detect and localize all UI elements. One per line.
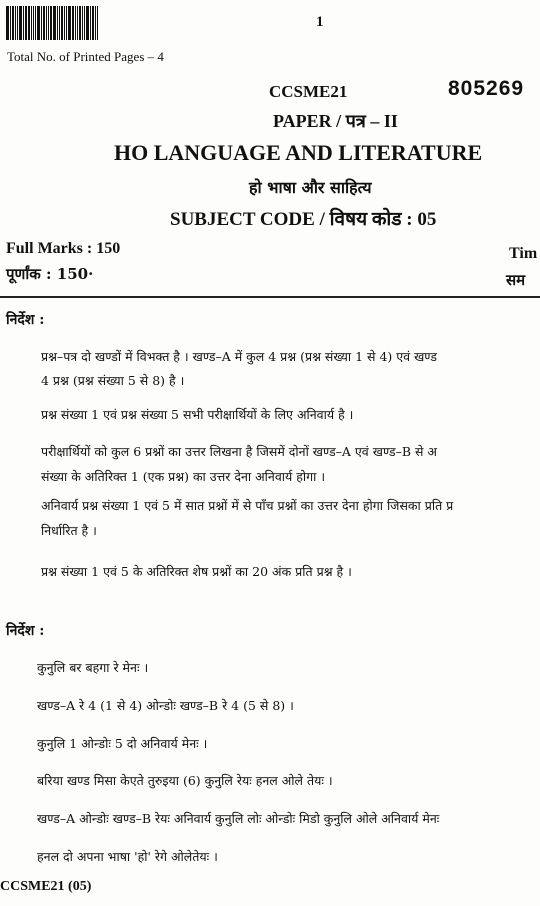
barcode-bar: [97, 6, 98, 40]
barcode-bar: [15, 6, 16, 40]
barcode-bar: [68, 6, 71, 40]
time-label-english: Tim: [509, 245, 538, 262]
barcode-bar: [31, 6, 32, 40]
instruction-line: प्रश्न संख्या 1 एवं प्रश्न संख्या 5 सभी परीक्षार्थियों के लिए अनिवार्य है ।: [41, 407, 354, 422]
barcode-bar: [33, 6, 34, 40]
barcode-bar: [86, 6, 89, 40]
instruction-line-ho: कुनुलि बर बहगा रे मेनः ।: [37, 660, 149, 675]
barcode-bar: [37, 6, 40, 40]
barcode-bar: [72, 6, 74, 40]
instruction-line-ho: कुनुलि 1 ओन्डोः 5 दो अनिवार्य मेनः ।: [37, 736, 208, 751]
full-marks-english: Full Marks : 150: [6, 240, 121, 257]
instruction-line-ho: खण्ड–A ओन्डोः खण्ड–B रेयः अनिवार्य कुनुलि लोः ओन्डोः मिडो कुनुलि ओले अनिवार्य मेनः: [37, 811, 440, 826]
instruction-line: प्रश्न–पत्र दो खण्डों में विभक्त है । खण्ड–A में कुल 4 प्रश्न (प्रश्न संख्या 1 से 4) एवं खण्ड: [41, 349, 437, 364]
instruction-line-ho: बरिया खण्ड मिसा केएते तुरुइया (6) कुनुलि रेयः हनल ओले तेयः ।: [37, 773, 333, 788]
instruction-line: परीक्षार्थियों को कुल 6 प्रश्नों का उत्तर लिखना है जिसमें दोनों खण्ड–A एवं खण्ड–B से अ: [41, 444, 437, 459]
footer-code: CCSME21 (05): [0, 879, 92, 894]
barcode: [6, 6, 124, 40]
barcode-bar: [75, 6, 76, 40]
barcode-bar: [66, 6, 67, 40]
barcode-bar: [12, 6, 14, 40]
barcode-bar: [46, 6, 47, 40]
barcode-bar: [10, 6, 11, 40]
barcode-bar: [23, 6, 24, 40]
instruction-line: संख्या के अतिरिक्त 1 (एक प्रश्न) का उत्तर देना अनिवार्य होगा ।: [41, 469, 326, 484]
printed-pages-note: Total No. of Printed Pages – 4: [7, 49, 164, 64]
barcode-bar: [41, 6, 42, 40]
barcode-bar: [79, 6, 81, 40]
time-label-hindi: सम: [506, 271, 526, 289]
barcode-bar: [59, 6, 60, 40]
page-number: 1: [316, 14, 324, 30]
barcode-bar: [50, 6, 52, 40]
barcode-bar: [19, 6, 22, 40]
full-marks-hindi: पूर्णांक : 150·: [6, 265, 94, 283]
paper-label: PAPER / पत्र – II: [273, 111, 398, 131]
instruction-line: प्रश्न संख्या 1 एवं 5 के अतिरिक्त शेष प्रश्नों का 20 अंक प्रति प्रश्न है ।: [41, 564, 352, 579]
barcode-bar: [90, 6, 91, 40]
instruction-line-ho: हनल दो अपना भाषा 'हो' रेगे ओलेतेयः ।: [37, 849, 218, 864]
instructions-heading-ho: निर्देश :: [6, 623, 45, 639]
barcode-bar: [28, 6, 30, 40]
barcode-bar: [61, 6, 63, 40]
barcode-bar: [57, 6, 58, 40]
instruction-line: 4 प्रश्न (प्रश्न संख्या 5 से 8) है ।: [41, 373, 185, 388]
instruction-line: निर्धारित है ।: [41, 523, 97, 538]
barcode-bar: [82, 6, 83, 40]
exam-code: CCSME21: [269, 82, 348, 101]
paper-title: HO LANGUAGE AND LITERATURE: [114, 140, 483, 165]
paper-title-hindi: हो भाषा और साहित्य: [249, 178, 372, 197]
instructions-heading: निर्देश :: [6, 312, 45, 328]
divider: [0, 296, 540, 298]
barcode-bar: [17, 6, 18, 40]
barcode-bar: [92, 6, 94, 40]
barcode-bar: [6, 6, 9, 40]
barcode-bar: [95, 6, 96, 40]
barcode-bar: [64, 6, 65, 40]
barcode-bar: [48, 6, 49, 40]
barcode-bar: [43, 6, 45, 40]
subject-code: SUBJECT CODE / विषय कोड : 05: [170, 209, 437, 230]
instruction-line: अनिवार्य प्रश्न संख्या 1 एवं 5 में सात प्रश्नों में से पाँच प्रश्नों का उत्तर देना होगा जिसका प्रति प्र: [41, 498, 454, 513]
barcode-bar: [53, 6, 56, 40]
barcode-bar: [25, 6, 27, 40]
barcode-bar: [35, 6, 36, 40]
instruction-line-ho: खण्ड–A रे 4 (1 से 4) ओन्डोः खण्ड–B रे 4 (5 से 8) ।: [37, 698, 294, 713]
barcode-bar: [84, 6, 85, 40]
roll-number: 805269: [448, 77, 525, 100]
barcode-bar: [77, 6, 78, 40]
